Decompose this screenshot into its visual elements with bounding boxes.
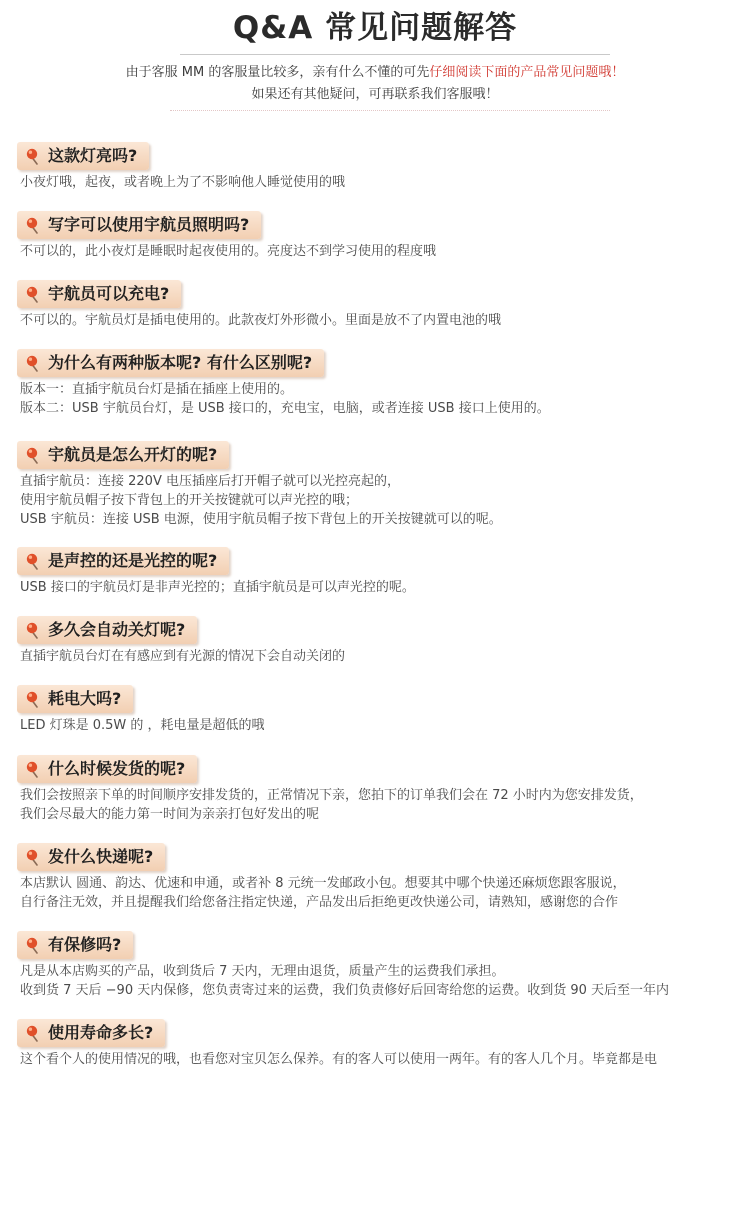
page-title: Q&A 常见问题解答 — [232, 10, 518, 46]
answer-line: 不可以的。宇航员灯是插电使用的。此款夜灯外形微小。里面是放不了内置电池的哦 — [20, 313, 502, 328]
question-tab — [17, 441, 229, 469]
question-tab — [17, 616, 197, 644]
intro-highlight: 仔细阅读下面的产品常见问题哦！ — [429, 65, 625, 80]
question-text: 发什么快递呢? — [48, 847, 154, 866]
answer-block — [20, 1050, 657, 1069]
pushpin-icon — [26, 285, 40, 303]
intro-line-2: 如果还有其他疑问，可再联系我们客服哦！ — [251, 87, 499, 102]
question-tab — [17, 685, 133, 713]
pushpin-icon — [26, 446, 40, 464]
answer-line: 不可以的，此小夜灯是睡眠时起夜使用的。亮度达不到学习使用的程度哦 — [20, 244, 437, 259]
answer-line: LED 灯珠是 0.5W 的 ，耗电量是超低的哦 — [20, 718, 265, 733]
answer-block — [20, 874, 626, 912]
answer-line: 版本一：直插宇航员台灯是插在插座上使用的。 — [20, 382, 294, 397]
answer-block — [20, 472, 502, 529]
question-tab — [17, 211, 261, 239]
answer-line: USB 宇航员：连接 USB 电源，使用宇航员帽子按下背包上的开关按键就可以的呢。 — [20, 512, 502, 527]
question-text: 宇航员是怎么开灯的呢? — [48, 445, 218, 464]
answer-line: 版本二：USB 宇航员台灯，是 USB 接口的，充电宝，电脑，或者连接 USB 接口上使用的。 — [20, 401, 550, 416]
intro-line-1-text: 由于客服 MM 的客服量比较多，亲有什么不懂的可先 — [125, 65, 430, 80]
pushpin-icon — [26, 848, 40, 866]
dotted-divider — [170, 110, 610, 111]
answer-line: 我们会尽最大的能力第一时间为亲亲打包好发出的呢 — [20, 807, 320, 822]
answer-line: 这个看个人的使用情况的哦，也看您对宝贝怎么保养。有的客人可以使用一两年。有的客人几个月。毕竟都是电 — [20, 1052, 658, 1067]
answer-line: 自行备注无效，并且提醒我们给您备注指定快递，产品发出后拒绝更改快递公司，请熟知，感谢您的合作 — [20, 895, 619, 910]
question-tab — [17, 547, 229, 575]
pushpin-icon — [26, 621, 40, 639]
question-tab — [17, 931, 133, 959]
question-text: 宇航员可以充电? — [48, 284, 170, 303]
pushpin-icon — [26, 690, 40, 708]
answer-block — [20, 786, 643, 824]
pushpin-icon — [26, 147, 40, 165]
title-divider — [180, 54, 610, 55]
question-text: 为什么有两种版本呢? 有什么区别呢? — [48, 353, 313, 372]
answer-line: 本店默认 圆通、韵达、优速和申通，或者补 8 元统一发邮政小包。想要其中哪个快递还麻烦您跟客服说， — [20, 876, 626, 891]
pushpin-icon — [26, 936, 40, 954]
answer-line: 小夜灯哦，起夜，或者晚上为了不影响他人睡觉使用的哦 — [20, 175, 346, 190]
question-tab — [17, 1019, 165, 1047]
question-text: 写字可以使用宇航员照明吗? — [48, 215, 250, 234]
answer-block — [20, 647, 345, 666]
pushpin-icon — [26, 552, 40, 570]
answer-line: USB 接口的宇航员灯是非声光控的；直插宇航员是可以声光控的呢。 — [20, 580, 415, 595]
answer-line: 收到货 7 天后 −90 天内保修，您负责寄过来的运费，我们负责修好后回寄给您的运费。收到货 90 天后至一年内 — [20, 983, 670, 998]
question-tab — [17, 843, 165, 871]
pushpin-icon — [26, 1024, 40, 1042]
pushpin-icon — [26, 354, 40, 372]
answer-block — [20, 311, 501, 330]
answer-block — [20, 173, 345, 192]
answer-block — [20, 380, 550, 418]
answer-line: 直插宇航员：连接 220V 电压插座后打开帽子就可以光控亮起的， — [20, 474, 400, 489]
intro-line-1 — [0, 63, 750, 83]
question-tab — [17, 280, 181, 308]
answer-line: 凡是从本店购买的产品，收到货后 7 天内，无理由退货，质量产生的运费我们承担。 — [20, 964, 505, 979]
answer-block — [20, 578, 415, 597]
answer-line: 我们会按照亲下单的时间顺序安排发货的，正常情况下亲，您拍下的订单我们会在 72 小时内为您安排发货， — [20, 788, 643, 803]
question-text: 使用寿命多长? — [48, 1023, 154, 1042]
pushpin-icon — [26, 760, 40, 778]
answer-line: 直插宇航员台灯在有感应到有光源的情况下会自动关闭的 — [20, 649, 346, 664]
answer-block — [20, 242, 436, 261]
question-tab — [17, 755, 197, 783]
question-text: 有保修吗? — [48, 935, 122, 954]
pushpin-icon — [26, 216, 40, 234]
question-text: 这款灯亮吗? — [48, 146, 138, 165]
question-text: 是声控的还是光控的呢? — [48, 551, 218, 570]
answer-block — [20, 716, 265, 735]
question-text: 什么时候发货的呢? — [48, 759, 186, 778]
answer-line: 使用宇航员帽子按下背包上的开关按键就可以声光控的哦； — [20, 493, 359, 508]
question-text: 耗电大吗? — [48, 689, 122, 708]
answer-block — [20, 962, 669, 1000]
question-tab — [17, 142, 149, 170]
page-header — [0, 0, 750, 120]
question-text: 多久会自动关灯呢? — [48, 620, 186, 639]
question-tab — [17, 349, 324, 377]
